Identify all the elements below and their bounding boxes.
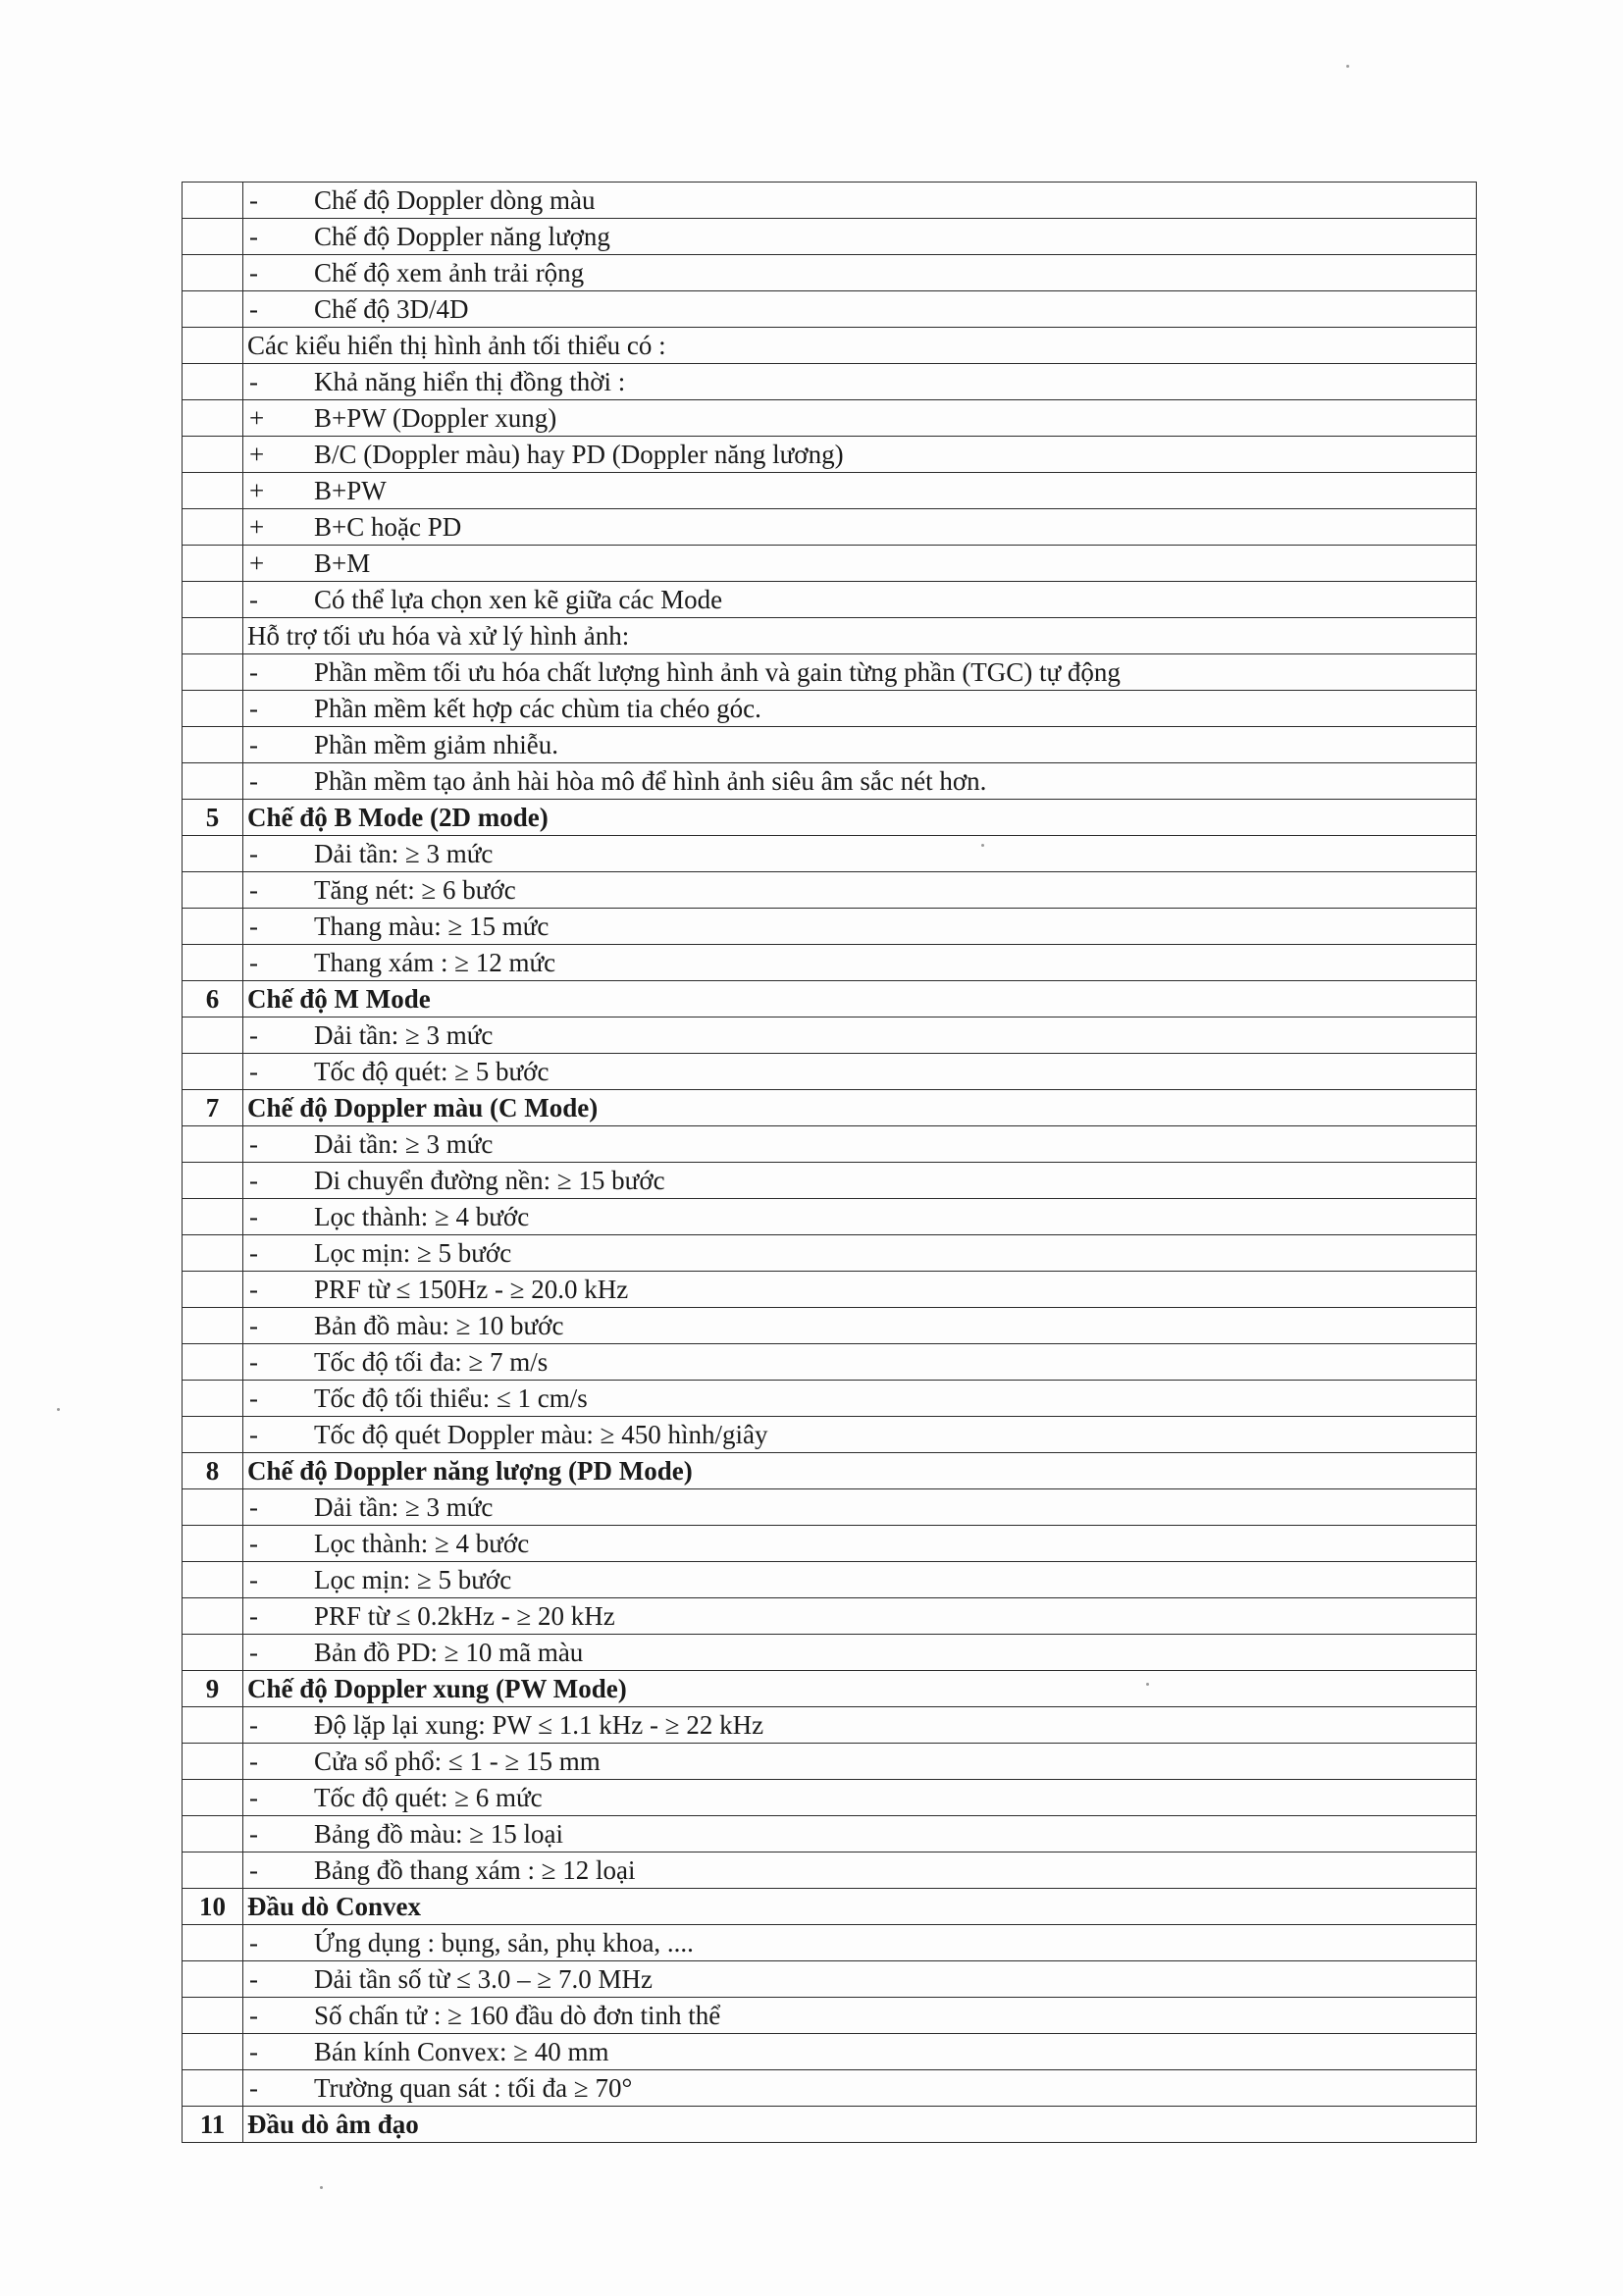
item-text: Tốc độ tối thiểu: ≤ 1 cm/s: [314, 1383, 588, 1413]
bullet-marker: -: [249, 1565, 258, 1594]
row-content: [243, 183, 1477, 219]
item-text: Độ lặp lại xung: PW ≤ 1.1 kHz - ≥ 22 kHz: [314, 1710, 764, 1740]
row-content: [243, 981, 1477, 1018]
item-text: PRF từ ≤ 0.2kHz - ≥ 20 kHz: [314, 1601, 615, 1631]
row-content: [243, 2070, 1477, 2107]
bullet-marker: -: [249, 694, 258, 723]
bullet-marker: -: [249, 2001, 258, 2030]
item-row: [183, 1598, 1477, 1635]
row-number: [183, 1308, 243, 1344]
item-text: Phần mềm tạo ảnh hài hòa mô để hình ảnh siêu âm sắc nét hơn.: [314, 766, 987, 796]
scan-speck: [1346, 65, 1349, 68]
section-title: Chế độ Doppler màu (C Mode): [247, 1093, 599, 1122]
row-content: [243, 1308, 1477, 1344]
item-row: [183, 1272, 1477, 1308]
bullet-marker: -: [249, 948, 258, 977]
row-number: [183, 836, 243, 872]
section-row: [183, 2107, 1477, 2143]
item-row: [183, 1344, 1477, 1381]
row-content: [243, 618, 1477, 654]
row-content: [243, 1889, 1477, 1925]
row-number: 7: [183, 1090, 243, 1126]
row-number: [183, 1635, 243, 1671]
bullet-marker: -: [249, 1420, 258, 1449]
item-text: Phần mềm tối ưu hóa chất lượng hình ảnh và gain từng phần (TGC) tự động: [314, 657, 1121, 687]
bullet-marker: -: [249, 1747, 258, 1776]
row-content: [243, 1671, 1477, 1707]
item-row: [183, 1126, 1477, 1163]
item-text: Dải tần: ≥ 3 mức: [314, 1129, 494, 1159]
row-content: [243, 255, 1477, 291]
item-text: Bản đồ PD: ≥ 10 mã màu: [314, 1638, 584, 1667]
section-title: Chế độ B Mode (2D mode): [247, 803, 549, 832]
item-text: Số chấn tử : ≥ 160 đầu dò đơn tinh thể: [314, 2001, 721, 2030]
section-title: Chế độ Doppler năng lượng (PD Mode): [247, 1456, 693, 1486]
specification-table-body: [183, 183, 1477, 2143]
row-content: [243, 582, 1477, 618]
item-row: [183, 1852, 1477, 1889]
bullet-marker: -: [249, 912, 258, 941]
section-row: [183, 981, 1477, 1018]
row-number: [183, 437, 243, 473]
row-number: [183, 1199, 243, 1235]
item-text: B+M: [314, 548, 371, 578]
section-row: [183, 800, 1477, 836]
row-content: [243, 328, 1477, 364]
section-row: [183, 1671, 1477, 1707]
row-number: [183, 1562, 243, 1598]
bullet-marker: -: [249, 1529, 258, 1558]
item-row: [183, 255, 1477, 291]
item-row: [183, 473, 1477, 509]
section-row: [183, 1453, 1477, 1489]
item-text: Chế độ 3D/4D: [314, 294, 469, 324]
item-text: Thang xám : ≥ 12 mức: [314, 948, 556, 977]
scan-speck: [1146, 1683, 1149, 1686]
item-row: [183, 1707, 1477, 1744]
row-content: [243, 364, 1477, 400]
row-number: [183, 1235, 243, 1272]
item-text: B+PW (Doppler xung): [314, 403, 557, 433]
item-text: Thang màu: ≥ 15 mức: [314, 912, 550, 941]
item-row: [183, 1998, 1477, 2034]
row-number: [183, 582, 243, 618]
item-row: [183, 509, 1477, 546]
row-content: [243, 1526, 1477, 1562]
bullet-marker: -: [249, 1129, 258, 1159]
row-number: [183, 1526, 243, 1562]
row-number: [183, 1272, 243, 1308]
item-row: [183, 654, 1477, 691]
item-text: Trường quan sát : tối đa ≥ 70°: [314, 2073, 633, 2103]
row-number: 9: [183, 1671, 243, 1707]
item-row: [183, 1816, 1477, 1852]
bullet-marker: +: [249, 548, 265, 578]
section-title: Chế độ Doppler xung (PW Mode): [247, 1674, 627, 1703]
item-text: B+PW: [314, 476, 387, 505]
bullet-marker: -: [249, 1202, 258, 1231]
bullet-marker: -: [249, 839, 258, 868]
item-text: Tăng nét: ≥ 6 bước: [314, 875, 516, 905]
row-number: [183, 691, 243, 727]
item-row: [183, 1744, 1477, 1780]
item-row: [183, 1235, 1477, 1272]
row-number: 10: [183, 1889, 243, 1925]
row-number: [183, 291, 243, 328]
row-content: [243, 1199, 1477, 1235]
row-number: [183, 763, 243, 800]
row-number: [183, 1381, 243, 1417]
item-text: Cửa sổ phổ: ≤ 1 - ≥ 15 mm: [314, 1747, 601, 1776]
row-content: [243, 1381, 1477, 1417]
row-number: [183, 618, 243, 654]
bullet-marker: -: [249, 1855, 258, 1885]
group-title: Các kiểu hiển thị hình ảnh tối thiểu có :: [247, 331, 666, 360]
bullet-marker: +: [249, 403, 265, 433]
section-title: Đầu dò Convex: [247, 1892, 422, 1921]
row-content: [243, 546, 1477, 582]
item-row: [183, 1489, 1477, 1526]
group-title: Hỗ trợ tối ưu hóa và xử lý hình ảnh:: [247, 621, 630, 651]
row-number: [183, 1598, 243, 1635]
scan-speck: [57, 1408, 60, 1411]
item-text: Bản đồ màu: ≥ 10 bước: [314, 1311, 564, 1340]
row-content: [243, 473, 1477, 509]
item-text: PRF từ ≤ 150Hz - ≥ 20.0 kHz: [314, 1275, 629, 1304]
row-content: [243, 909, 1477, 945]
bullet-marker: -: [249, 730, 258, 759]
row-content: [243, 727, 1477, 763]
bullet-marker: -: [249, 1275, 258, 1304]
item-row: [183, 691, 1477, 727]
row-number: 5: [183, 800, 243, 836]
item-text: Tốc độ quét: ≥ 5 bước: [314, 1057, 550, 1086]
item-row: [183, 727, 1477, 763]
row-content: [243, 1852, 1477, 1889]
row-number: [183, 509, 243, 546]
row-number: 11: [183, 2107, 243, 2143]
row-number: [183, 1489, 243, 1526]
row-number: [183, 2070, 243, 2107]
row-number: [183, 1744, 243, 1780]
bullet-marker: -: [249, 1020, 258, 1050]
item-text: Bán kính Convex: ≥ 40 mm: [314, 2037, 609, 2066]
row-content: [243, 836, 1477, 872]
row-number: [183, 1018, 243, 1054]
row-content: [243, 1054, 1477, 1090]
row-content: [243, 1272, 1477, 1308]
row-number: [183, 654, 243, 691]
item-text: Dải tần: ≥ 3 mức: [314, 839, 494, 868]
row-content: [243, 654, 1477, 691]
row-number: [183, 328, 243, 364]
row-number: [183, 1707, 243, 1744]
row-number: [183, 183, 243, 219]
row-number: [183, 872, 243, 909]
item-row: [183, 763, 1477, 800]
row-content: [243, 1635, 1477, 1671]
row-number: [183, 546, 243, 582]
item-row: [183, 364, 1477, 400]
bullet-marker: -: [249, 1638, 258, 1667]
item-row: [183, 291, 1477, 328]
row-content: [243, 872, 1477, 909]
row-number: [183, 1998, 243, 2034]
row-number: [183, 945, 243, 981]
row-number: [183, 2034, 243, 2070]
item-row: [183, 1199, 1477, 1235]
item-text: Có thể lựa chọn xen kẽ giữa các Mode: [314, 585, 723, 614]
row-content: [243, 1707, 1477, 1744]
item-text: Bảng đồ thang xám : ≥ 12 loại: [314, 1855, 636, 1885]
item-row: [183, 836, 1477, 872]
row-content: [243, 945, 1477, 981]
item-row: [183, 872, 1477, 909]
bullet-marker: -: [249, 1383, 258, 1413]
item-row: [183, 1526, 1477, 1562]
row-content: [243, 2034, 1477, 2070]
row-content: [243, 1417, 1477, 1453]
item-text: Khả năng hiển thị đồng thời :: [314, 367, 626, 396]
item-row: [183, 1780, 1477, 1816]
bullet-marker: -: [249, 1710, 258, 1740]
row-number: [183, 219, 243, 255]
row-number: [183, 727, 243, 763]
section-title: Chế độ M Mode: [247, 984, 431, 1014]
bullet-marker: -: [249, 2073, 258, 2103]
row-number: [183, 1925, 243, 1961]
bullet-marker: -: [249, 1819, 258, 1849]
item-row: [183, 400, 1477, 437]
item-text: B+C hoặc PD: [314, 512, 462, 542]
section-row: [183, 1889, 1477, 1925]
item-text: Di chuyển đường nền: ≥ 15 bước: [314, 1166, 665, 1195]
item-row: [183, 1381, 1477, 1417]
bullet-marker: +: [249, 440, 265, 469]
item-text: Chế độ Doppler năng lượng: [314, 222, 610, 251]
row-content: [243, 1344, 1477, 1381]
row-content: [243, 1998, 1477, 2034]
row-number: [183, 1780, 243, 1816]
specification-table: [182, 182, 1477, 2143]
item-row: [183, 437, 1477, 473]
item-row: [183, 909, 1477, 945]
bullet-marker: -: [249, 258, 258, 287]
item-text: Lọc thành: ≥ 4 bước: [314, 1529, 530, 1558]
section-row: [183, 1090, 1477, 1126]
row-content: [243, 1126, 1477, 1163]
item-text: Dải tần số từ ≤ 3.0 – ≥ 7.0 MHz: [314, 1964, 653, 1994]
row-content: [243, 1489, 1477, 1526]
bullet-marker: -: [249, 875, 258, 905]
bullet-marker: +: [249, 476, 265, 505]
row-number: [183, 1961, 243, 1998]
section-title: Đầu dò âm đạo: [247, 2110, 419, 2139]
item-row: [183, 2070, 1477, 2107]
item-text: Tốc độ quét: ≥ 6 mức: [314, 1783, 543, 1812]
bullet-marker: -: [249, 585, 258, 614]
row-number: [183, 1417, 243, 1453]
scan-speck: [981, 844, 984, 847]
item-text: Chế độ xem ảnh trải rộng: [314, 258, 585, 287]
bullet-marker: -: [249, 294, 258, 324]
row-number: [183, 473, 243, 509]
bullet-marker: -: [249, 657, 258, 687]
row-number: [183, 909, 243, 945]
row-content: [243, 219, 1477, 255]
row-number: [183, 1852, 243, 1889]
row-content: [243, 763, 1477, 800]
row-number: [183, 255, 243, 291]
item-row: [183, 1925, 1477, 1961]
item-text: Phần mềm kết hợp các chùm tia chéo góc.: [314, 694, 761, 723]
bullet-marker: -: [249, 222, 258, 251]
item-text: Tốc độ tối đa: ≥ 7 m/s: [314, 1347, 549, 1377]
row-number: 6: [183, 981, 243, 1018]
row-content: [243, 1744, 1477, 1780]
row-content: [243, 509, 1477, 546]
bullet-marker: -: [249, 1238, 258, 1268]
item-row: [183, 1961, 1477, 1998]
item-text: Dải tần: ≥ 3 mức: [314, 1020, 494, 1050]
item-text: Lọc mịn: ≥ 5 bước: [314, 1565, 512, 1594]
bullet-marker: -: [249, 1347, 258, 1377]
item-row: [183, 1054, 1477, 1090]
item-row: [183, 1635, 1477, 1671]
item-text: Lọc mịn: ≥ 5 bước: [314, 1238, 512, 1268]
bullet-marker: -: [249, 1311, 258, 1340]
row-content: [243, 1562, 1477, 1598]
bullet-marker: -: [249, 1057, 258, 1086]
row-content: [243, 1780, 1477, 1816]
bullet-marker: -: [249, 1166, 258, 1195]
item-row: [183, 219, 1477, 255]
row-content: [243, 2107, 1477, 2143]
row-content: [243, 1163, 1477, 1199]
item-row: [183, 183, 1477, 219]
item-text: Bảng đồ màu: ≥ 15 loại: [314, 1819, 564, 1849]
item-row: [183, 1163, 1477, 1199]
item-text: Chế độ Doppler dòng màu: [314, 185, 596, 215]
row-number: [183, 1344, 243, 1381]
bullet-marker: -: [249, 1492, 258, 1522]
row-number: [183, 400, 243, 437]
bullet-marker: +: [249, 512, 265, 542]
row-content: [243, 1961, 1477, 1998]
item-text: B/C (Doppler màu) hay PD (Doppler năng lương): [314, 440, 844, 469]
row-content: [243, 800, 1477, 836]
bullet-marker: -: [249, 367, 258, 396]
scan-speck: [320, 2186, 323, 2189]
row-content: [243, 1018, 1477, 1054]
row-number: [183, 1163, 243, 1199]
row-number: 8: [183, 1453, 243, 1489]
item-row: [183, 1308, 1477, 1344]
item-row: [183, 945, 1477, 981]
row-content: [243, 400, 1477, 437]
item-text: Lọc thành: ≥ 4 bước: [314, 1202, 530, 1231]
bullet-marker: -: [249, 1783, 258, 1812]
row-content: [243, 1235, 1477, 1272]
row-number: [183, 1126, 243, 1163]
bullet-marker: -: [249, 2037, 258, 2066]
row-number: [183, 1816, 243, 1852]
row-number: [183, 364, 243, 400]
item-text: Dải tần: ≥ 3 mức: [314, 1492, 494, 1522]
bullet-marker: -: [249, 766, 258, 796]
item-row: [183, 2034, 1477, 2070]
bullet-marker: -: [249, 1601, 258, 1631]
row-content: [243, 291, 1477, 328]
group-row: [183, 328, 1477, 364]
row-number: [183, 1054, 243, 1090]
row-content: [243, 691, 1477, 727]
row-content: [243, 1453, 1477, 1489]
group-row: [183, 618, 1477, 654]
item-row: [183, 1018, 1477, 1054]
item-row: [183, 582, 1477, 618]
row-content: [243, 1816, 1477, 1852]
item-text: Phần mềm giảm nhiễu.: [314, 730, 558, 759]
row-content: [243, 1090, 1477, 1126]
bullet-marker: -: [249, 1964, 258, 1994]
row-content: [243, 437, 1477, 473]
item-text: Ứng dụng : bụng, sản, phụ khoa, ....: [314, 1928, 694, 1957]
row-content: [243, 1598, 1477, 1635]
item-row: [183, 1562, 1477, 1598]
item-text: Tốc độ quét Doppler màu: ≥ 450 hình/giây: [314, 1420, 768, 1449]
item-row: [183, 1417, 1477, 1453]
bullet-marker: -: [249, 185, 258, 215]
bullet-marker: -: [249, 1928, 258, 1957]
row-content: [243, 1925, 1477, 1961]
item-row: [183, 546, 1477, 582]
